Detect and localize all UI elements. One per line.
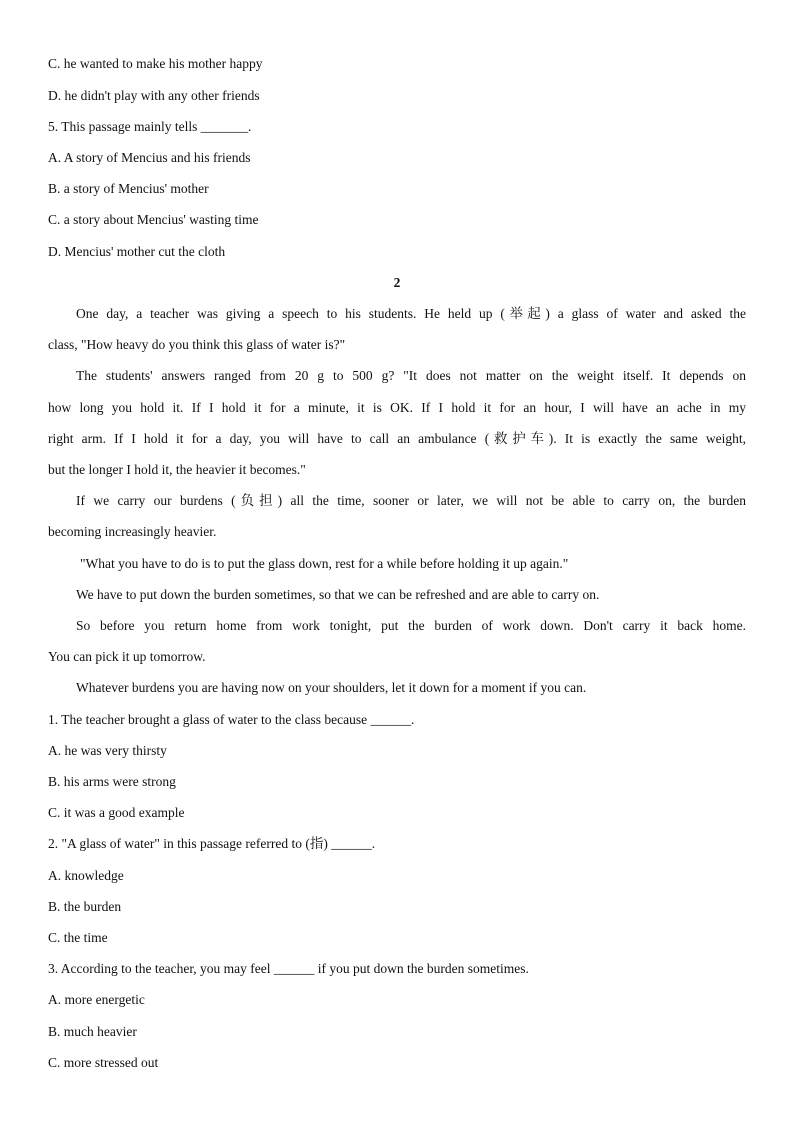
passage-p3-line1: If we carry our burdens (负担) all the time, sooner or later, we will not be able to carry on, the burden (76, 493, 746, 508)
passage-number: 2 (393, 275, 401, 290)
q5-option-d: D. Mencius' mother cut the cloth (48, 244, 226, 259)
q5-stem: 5. This passage mainly tells _______. (48, 119, 252, 134)
q5-option-b: B. a story of Mencius' mother (48, 181, 209, 196)
passage-p2-line3: right arm. If I hold it for a day, you will have to call an ambulance (救护车). It is exactly the same weight, (48, 431, 746, 446)
passage-p7: Whatever burdens you are having now on your shoulders, let it down for a moment if you can. (76, 680, 587, 695)
passage-p5: We have to put down the burden sometimes, so that we can be refreshed and are able to carry on. (76, 587, 600, 602)
passage-p2-line2: how long you hold it. If I hold it for a minute, it is OK. If I hold it for an hour, I will have an ache in my (48, 400, 746, 415)
passage-p2-line4: but the longer I hold it, the heavier it becomes." (48, 462, 306, 477)
q2-stem: 2. "A glass of water" in this passage referred to (指) ______. (48, 836, 376, 851)
q5-option-c: C. a story about Mencius' wasting time (48, 212, 259, 227)
q1-option-a: A. he was very thirsty (48, 743, 167, 758)
q1-option-b: B. his arms were strong (48, 774, 176, 789)
passage-p1-line2: class, "How heavy do you think this glass of water is?" (48, 337, 346, 352)
q3-option-b: B. much heavier (48, 1024, 137, 1039)
q3-stem: 3. According to the teacher, you may feel ______ if you put down the burden sometimes. (48, 961, 529, 976)
passage-p3-line2: becoming increasingly heavier. (48, 524, 217, 539)
passage-p2-line1: The students' answers ranged from 20 g to 500 g? "It does not matter on the weight itself. It depends on (76, 368, 746, 383)
q1-option-c: C. it was a good example (48, 805, 185, 820)
prev-option-d: D. he didn't play with any other friends (48, 88, 260, 103)
passage-p4: "What you have to do is to put the glass down, rest for a while before holding it up again." (80, 556, 569, 571)
passage-p6-line2: You can pick it up tomorrow. (48, 649, 206, 664)
q3-option-c: C. more stressed out (48, 1055, 159, 1070)
q2-option-b: B. the burden (48, 899, 122, 914)
q1-stem: 1. The teacher brought a glass of water to the class because ______. (48, 712, 415, 727)
q5-option-a: A. A story of Mencius and his friends (48, 150, 251, 165)
q2-option-c: C. the time (48, 930, 108, 945)
prev-option-c: C. he wanted to make his mother happy (48, 56, 263, 71)
q2-option-a: A. knowledge (48, 868, 124, 883)
passage-p6-line1: So before you return home from work tonight, put the burden of work down. Don't carry it back home. (76, 618, 746, 633)
q3-option-a: A. more energetic (48, 992, 145, 1007)
passage-p1-line1: One day, a teacher was giving a speech to his students. He held up (举起) a glass of water and asked the (76, 306, 746, 321)
